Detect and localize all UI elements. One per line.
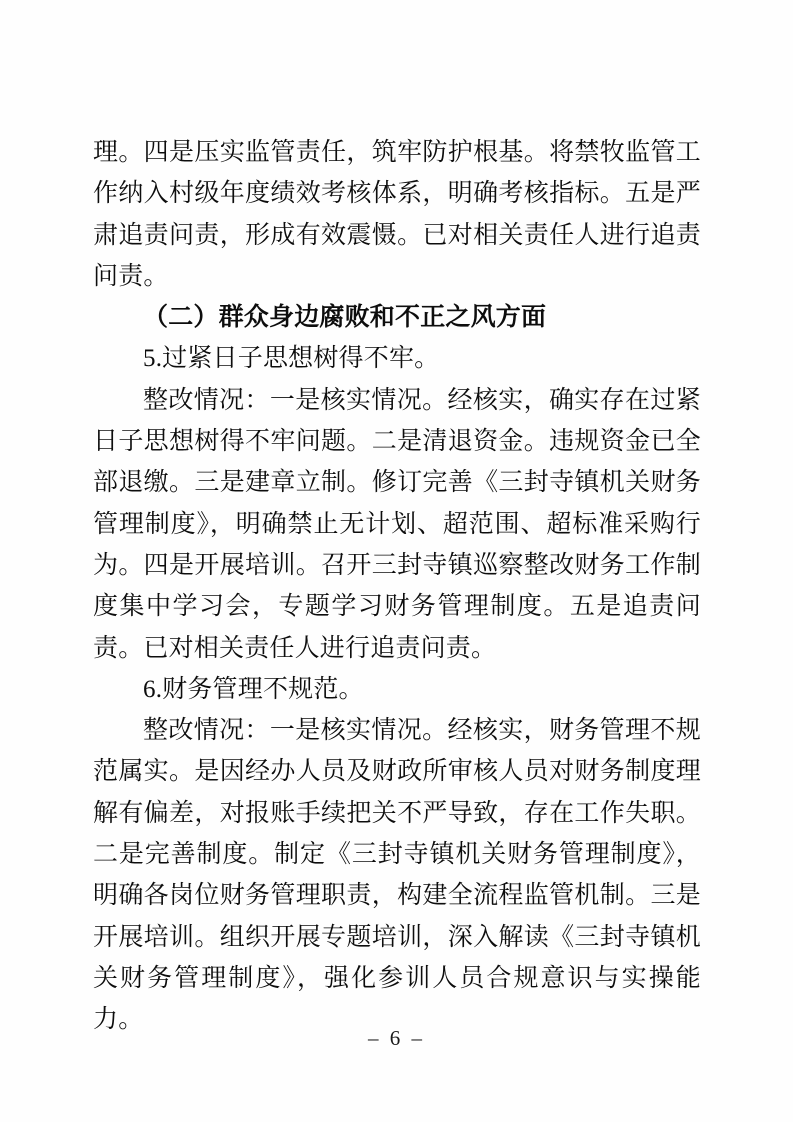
- section-heading: （二）群众身边腐败和不正之风方面: [143, 304, 547, 332]
- body-paragraph-continuation: 理。四是压实监管责任，筑牢防护根基。将禁牧监管工作纳入村级年度绩效考核体系，明确考核指标。五是严肃追责问责，形成有效震慑。已对相关责任人进行追责问责。: [93, 139, 701, 290]
- body-paragraph: 整改情况：一是核实情况。经核实，财务管理不规范属实。是因经办人员及财政所审核人员对财务制度理解有偏差，对报账手续把关不严导致，存在工作失职。二是完善制度。制定《三封寺镇机关财务管理制度》，明确各岗位财务管理职责，构建全流程监管机制。三是开展培训。组织开展专题培训，深入解读《三封寺镇机关财务管理制度》，强化参训人员合规意识与实操能力。: [93, 717, 701, 1034]
- body-paragraph: 整改情况：一是核实情况。经核实，确实存在过紧日子思想树得不牢问题。二是清退资金。违规资金已全部退缴。三是建章立制。修订完善《三封寺镇机关财务管理制度》，明确禁止无计划、超范围、超标准采购行为。四是开展培训。召开三封寺镇巡察整改财务工作制度集中学习会，专题学习财务管理制度。五是追责问责。已对相关责任人进行追责问责。: [93, 386, 701, 662]
- document-body: [93, 132, 701, 1041]
- item-title-5: 5.过紧日子思想树得不牢。: [143, 345, 440, 373]
- item-title-6: 6.财务管理不规范。: [143, 675, 364, 703]
- page-number: – 6 –: [368, 1026, 425, 1050]
